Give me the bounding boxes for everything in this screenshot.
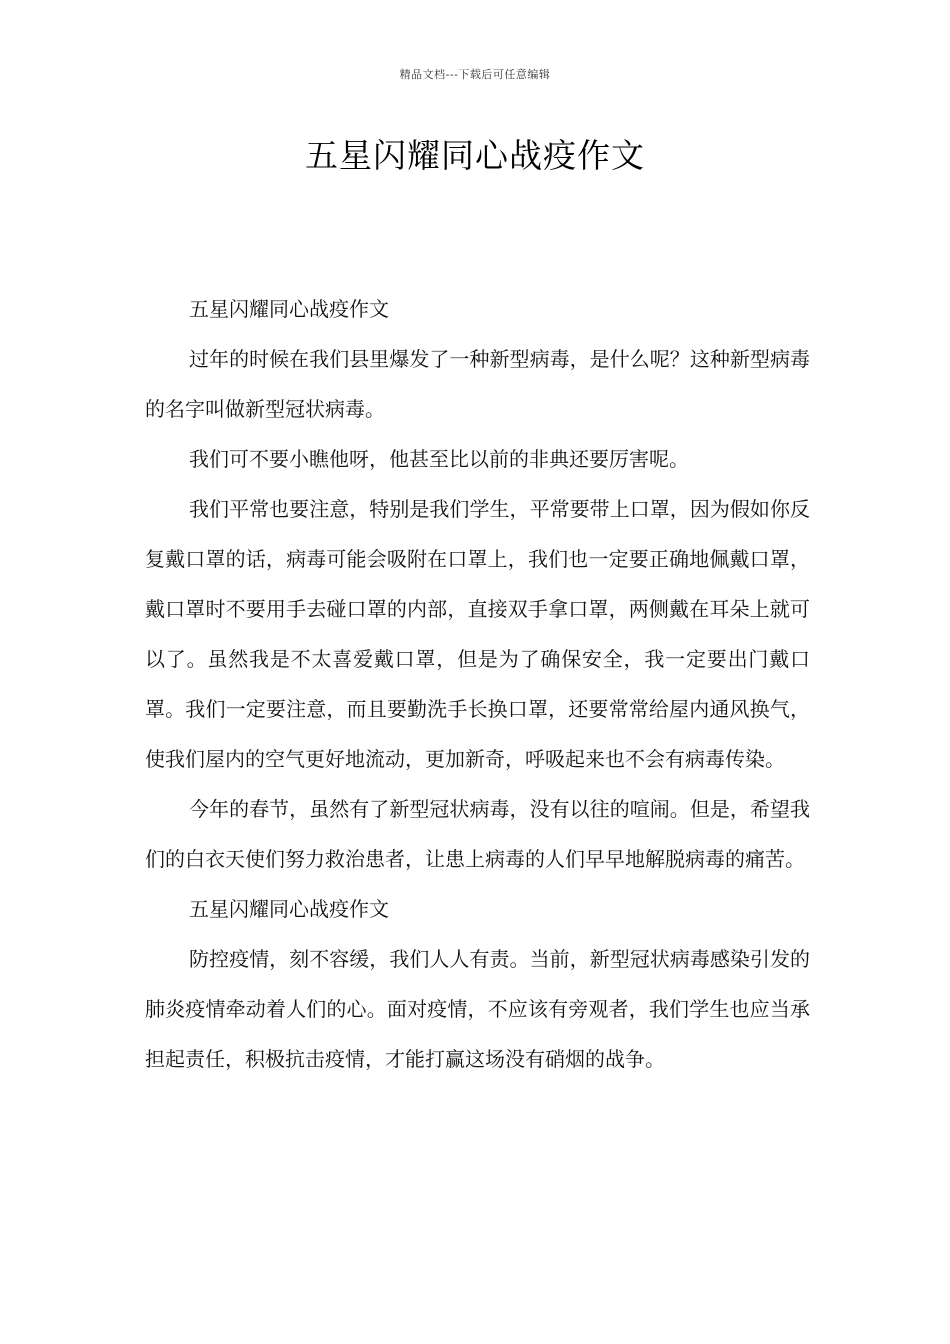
document-title: 五星闪耀同心战疫作文	[305, 136, 645, 175]
paragraph-subtitle-1: 五星闪耀同心战疫作文	[189, 297, 389, 321]
paragraph-1: 过年的时候在我们县里爆发了一种新型病毒，是什么呢？这种新型病毒的名字叫做新型冠状病毒。	[145, 347, 810, 421]
paragraph-subtitle-2: 五星闪耀同心战疫作文	[189, 897, 389, 921]
paragraph-5: 防控疫情，刻不容缓，我们人人有责。当前，新型冠状病毒感染引发的肺炎疫情牵动着人们的心。面对疫情，不应该有旁观者，我们学生也应当承担起责任，积极抗击疫情，才能打赢这场没有硝烟的战争。	[145, 947, 810, 1071]
paragraph-3: 我们平常也要注意，特别是我们学生，平常要带上口罩，因为假如你反复戴口罩的话，病毒可能会吸附在口罩上，我们也一定要正确地佩戴口罩，戴口罩时不要用手去碰口罩的内部，直接双手拿口罩，两侧戴在耳朵上就可以了。虽然我是不太喜爱戴口罩，但是为了确保安全，我一定要出门戴口罩。我们一定要注意，而且要勤洗手长换口罩，还要常常给屋内通风换气，使我们屋内的空气更好地流动，更加新奇，呼吸起来也不会有病毒传染。	[145, 497, 810, 771]
header-note: 精品文档---下载后可任意编辑	[399, 68, 551, 81]
paragraph-4: 今年的春节，虽然有了新型冠状病毒，没有以往的喧闹。但是，希望我们的白衣天使们努力救治患者，让患上病毒的人们早早地解脱病毒的痛苦。	[145, 797, 810, 871]
document-body	[145, 284, 810, 1084]
paragraph-2: 我们可不要小瞧他呀，他甚至比以前的非典还要厉害呢。	[189, 447, 689, 471]
